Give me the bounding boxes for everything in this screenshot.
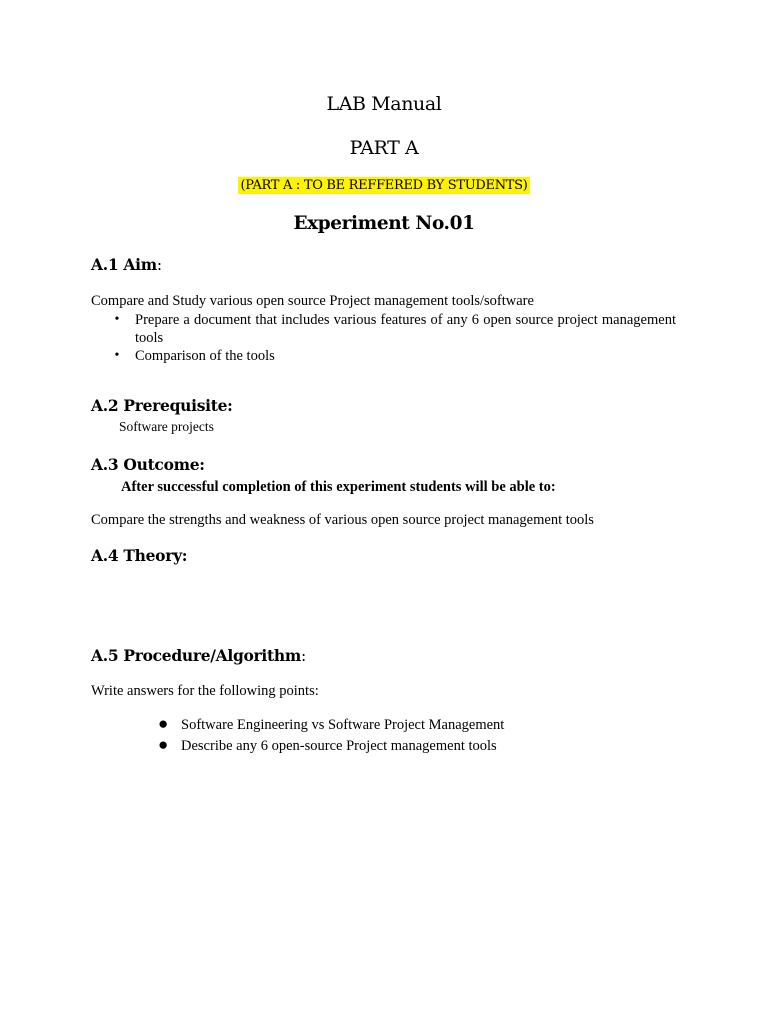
procedure-intro-text: Write answers for the following points:: [91, 683, 319, 699]
prerequisite-text: Software projects: [119, 419, 214, 434]
highlighted-note-text: (PART A : TO BE REFFERED BY STUDENTS): [240, 178, 528, 193]
procedure-heading: [91, 646, 306, 665]
outcome-lead-text: After successful completion of this experiment students will be able to:: [121, 479, 556, 495]
theory-heading: A.4 Theory:: [91, 546, 188, 565]
prerequisite-heading: A.2 Prerequisite:: [91, 396, 233, 415]
student-reference-note: [0, 178, 768, 193]
part-title: PART A: [349, 137, 419, 159]
aim-heading-colon: :: [156, 256, 162, 274]
outcome-description-text: Compare the strengths and weakness of various open source project management tools: [91, 512, 594, 528]
bullet-filled-circle-icon: ●: [158, 714, 169, 733]
document-title: LAB Manual: [326, 93, 442, 115]
aim-heading-text: A.1 Aim: [91, 255, 157, 274]
outcome-heading: A.3 Outcome:: [91, 455, 205, 474]
procedure-bullet-1-text: Software Engineering vs Software Project Management: [181, 717, 505, 733]
aim-bullet-1-text: Prepare a document that includes various features of any 6 open source project management tools: [135, 312, 676, 346]
bullet-dot-icon: •: [114, 348, 120, 363]
procedure-heading-colon: :: [300, 647, 306, 665]
bullet-filled-circle-icon: ●: [158, 735, 169, 754]
procedure-heading-text: A.5 Procedure/Algorithm: [91, 646, 301, 665]
bullet-dot-icon: •: [114, 312, 120, 327]
aim-intro-text: Compare and Study various open source Project management tools/software: [91, 293, 534, 309]
aim-heading: [91, 255, 162, 274]
procedure-bullet-2-text: Describe any 6 open-source Project management tools: [181, 738, 497, 754]
experiment-title: Experiment No.01: [293, 213, 475, 234]
aim-bullet-2-text: Comparison of the tools: [135, 348, 275, 364]
